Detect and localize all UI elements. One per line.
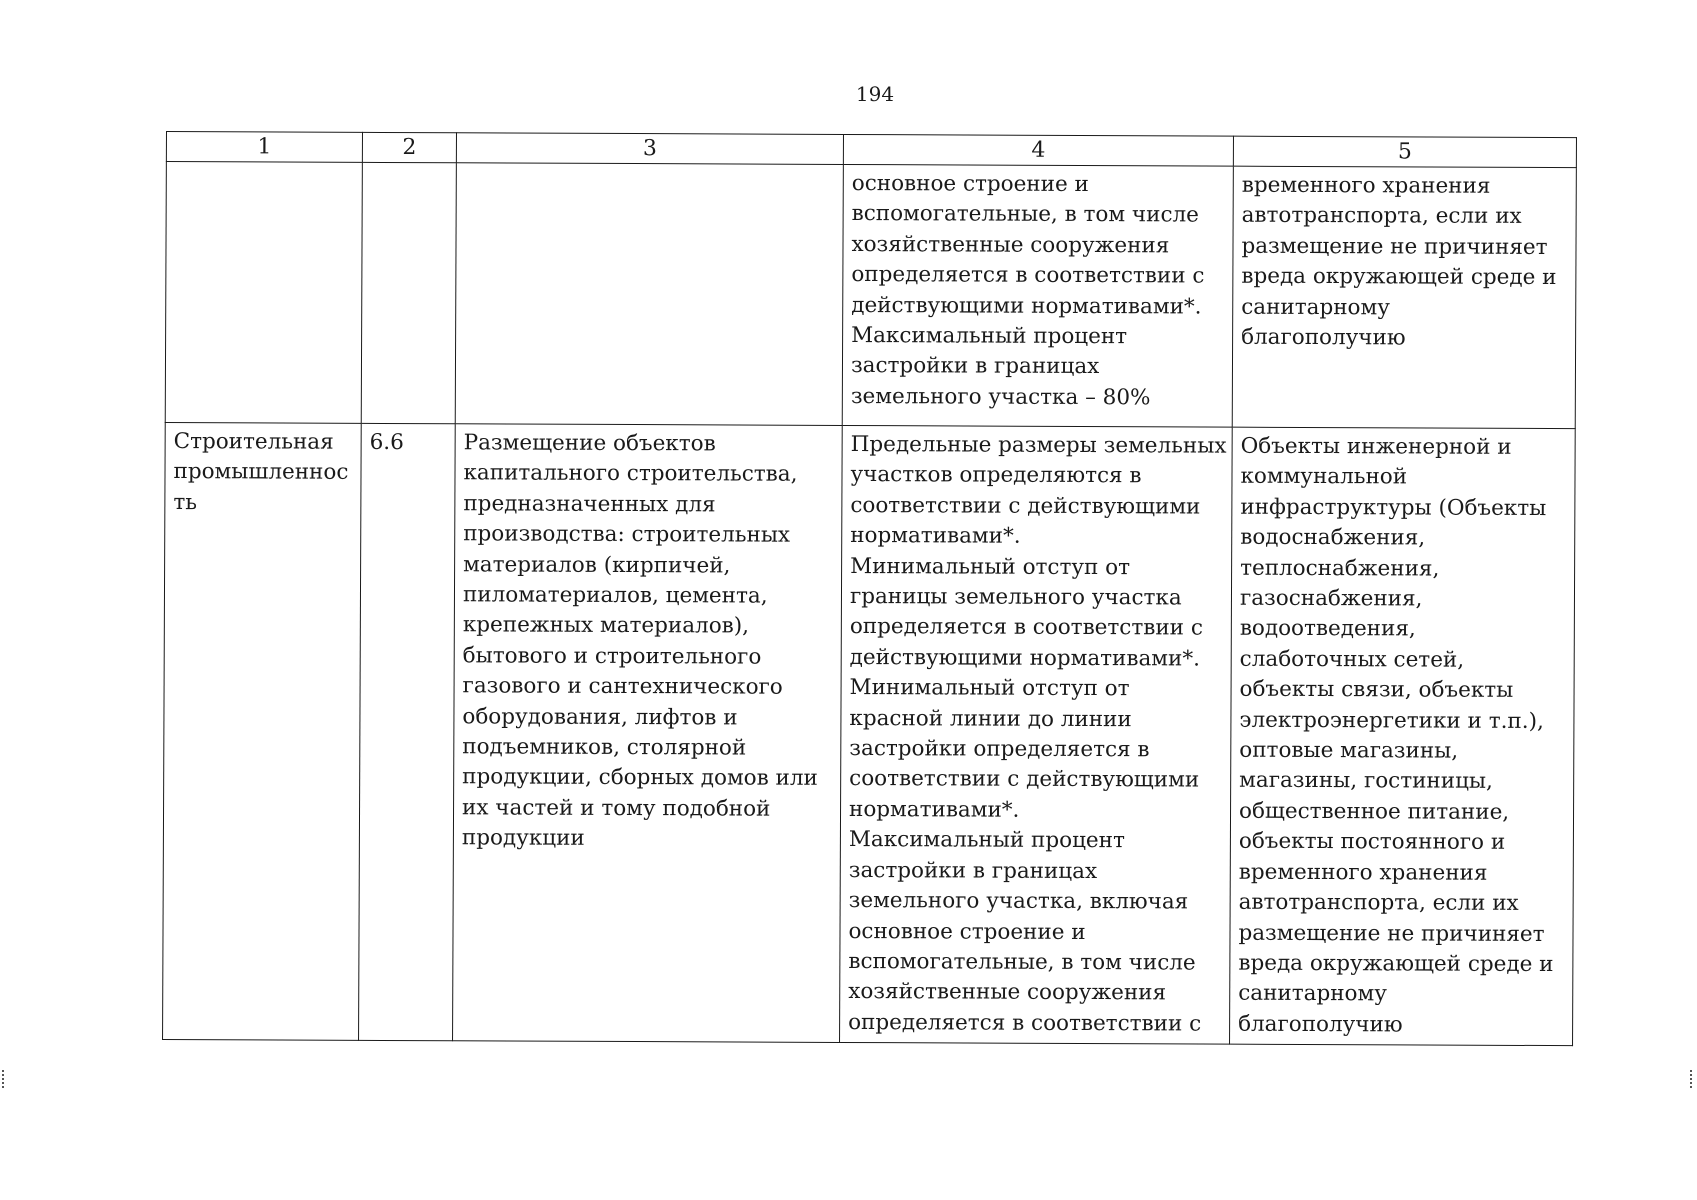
text-line: основное строение и [848, 918, 1086, 945]
text-line: благополучию [1241, 324, 1406, 351]
text-line: соответствии с действующими [849, 766, 1200, 793]
cell-continued-col1 [165, 162, 362, 424]
text-line: вспомогательные, в том числе [851, 201, 1199, 228]
text-line: промышленнос [173, 459, 349, 486]
text-line: временного хранения [1241, 172, 1491, 199]
text-line: слаботочных сетей, [1239, 646, 1465, 673]
text-line: Минимальный отступ от [849, 675, 1130, 702]
header-col-2: 2 [362, 132, 456, 162]
text-line: Размещение объектов [463, 430, 716, 457]
text-line: ть [173, 489, 198, 515]
text-line: оптовые магазины, [1239, 737, 1459, 764]
page-number: 194 [855, 82, 895, 106]
text-line: земельного участка, включая [848, 888, 1189, 915]
text-line: продукции, сборных домов или [462, 764, 818, 792]
text-line: автотранспорта, если их [1238, 889, 1519, 917]
header-col-1: 1 [166, 132, 362, 163]
text-line: вспомогательные, в том числе [848, 948, 1196, 976]
text-line: бытового и строительного [462, 643, 762, 670]
text-line: газового и сантехнического [462, 673, 783, 700]
text-line: Максимальный процент [851, 323, 1128, 350]
text-line: теплоснабжения, [1240, 555, 1440, 582]
table-row-continued [165, 162, 1576, 429]
text-line: хозяйственные сооружения [848, 979, 1167, 1006]
text-line: Предельные размеры земельных [850, 431, 1227, 459]
text-line: инфраструктуры (Объекты [1240, 494, 1547, 521]
text-line: санитарному [1241, 294, 1390, 320]
text-line: санитарному [1238, 980, 1387, 1007]
cell-use-description [453, 424, 843, 1043]
text-line: Строительная [173, 429, 334, 455]
text-line: пиломатериалов, цемента, [462, 582, 768, 609]
text-line: нормативами*. [850, 523, 1021, 549]
text-line: Минимальный отступ от [850, 553, 1131, 580]
text-line: вреда окружающей среде и [1238, 950, 1554, 977]
text-line: определяется в соответствии с [848, 1009, 1202, 1037]
text-line: продукции [461, 825, 585, 852]
text-line: нормативами*. [848, 796, 1020, 823]
text-line: застройки определяется в [849, 736, 1150, 763]
text-line: действующими нормативами*. [849, 644, 1201, 672]
header-col-3: 3 [456, 133, 843, 165]
text-line: Максимальный процент [848, 827, 1125, 854]
text-line: участков определяются в [850, 462, 1142, 489]
text-line: красной линии до линии [849, 705, 1132, 732]
text-line: границы земельного участка [849, 584, 1182, 611]
cell-continued-col2 [361, 162, 456, 423]
text-line: определяется в соответствии с [851, 262, 1205, 289]
text-line: предназначенных для [463, 491, 716, 518]
text-line: соответствии с действующими [850, 492, 1201, 520]
cell-continued-col5 [1232, 166, 1576, 428]
text-line: оборудования, лифтов и [462, 703, 738, 731]
text-line: застройки в границах [850, 353, 1100, 380]
text-line: основное строение и [851, 170, 1089, 198]
text-line: их частей и тому подобной [461, 795, 771, 822]
text-line: подъемников, столярной [462, 734, 747, 761]
scan-edge-mark-right [1690, 1070, 1694, 1088]
text-line: вреда окружающей среде и [1241, 263, 1557, 291]
text-line: водоотведения, [1239, 616, 1416, 642]
text-line: материалов (кирпичей, [463, 551, 731, 579]
text-line: размещение не причиняет [1238, 920, 1545, 947]
text-line: определяется в соответствии с [849, 614, 1203, 641]
table-row-construction-industry [163, 422, 1576, 1045]
cell-use-name [163, 422, 362, 1040]
cell-parameters [840, 425, 1233, 1044]
text-line: капитального строительства, [463, 460, 798, 488]
text-line: производства: строительных [463, 521, 791, 548]
header-col-5: 5 [1233, 136, 1576, 167]
cell-use-code: 6.6 [359, 423, 456, 1041]
text-line: временного хранения [1238, 859, 1488, 886]
text-line: газоснабжения, [1239, 585, 1423, 612]
text-line: размещение не причиняет [1241, 233, 1548, 260]
text-line: объекты связи, объекты [1239, 676, 1514, 704]
text-line: крепежных материалов), [462, 612, 750, 639]
cell-continued-col4 [842, 164, 1233, 427]
text-line: земельного участка – 80% [850, 383, 1151, 411]
text-line: электроэнергетики и т.п.), [1239, 707, 1544, 734]
cell-continued-col3 [455, 163, 843, 426]
cell-auxiliary-uses [1230, 427, 1576, 1046]
text-line: автотранспорта, если их [1241, 203, 1522, 230]
text-line: водоснабжения, [1240, 524, 1426, 551]
text-line: коммунальной [1240, 464, 1408, 490]
land-use-table [162, 131, 1577, 1046]
text-line: застройки в границах [848, 857, 1098, 884]
text-line: хозяйственные сооружения [851, 231, 1170, 259]
text-line: благополучию [1238, 1011, 1403, 1038]
text-line: магазины, гостиницы, [1239, 768, 1493, 795]
text-line: действующими нормативами*. [851, 292, 1202, 320]
text-line: Объекты инженерной и [1240, 433, 1512, 460]
text-line: общественное питание, [1238, 798, 1510, 825]
scan-edge-mark-left [2, 1070, 6, 1088]
header-col-4: 4 [843, 134, 1233, 166]
text-line: объекты постоянного и [1238, 828, 1506, 856]
